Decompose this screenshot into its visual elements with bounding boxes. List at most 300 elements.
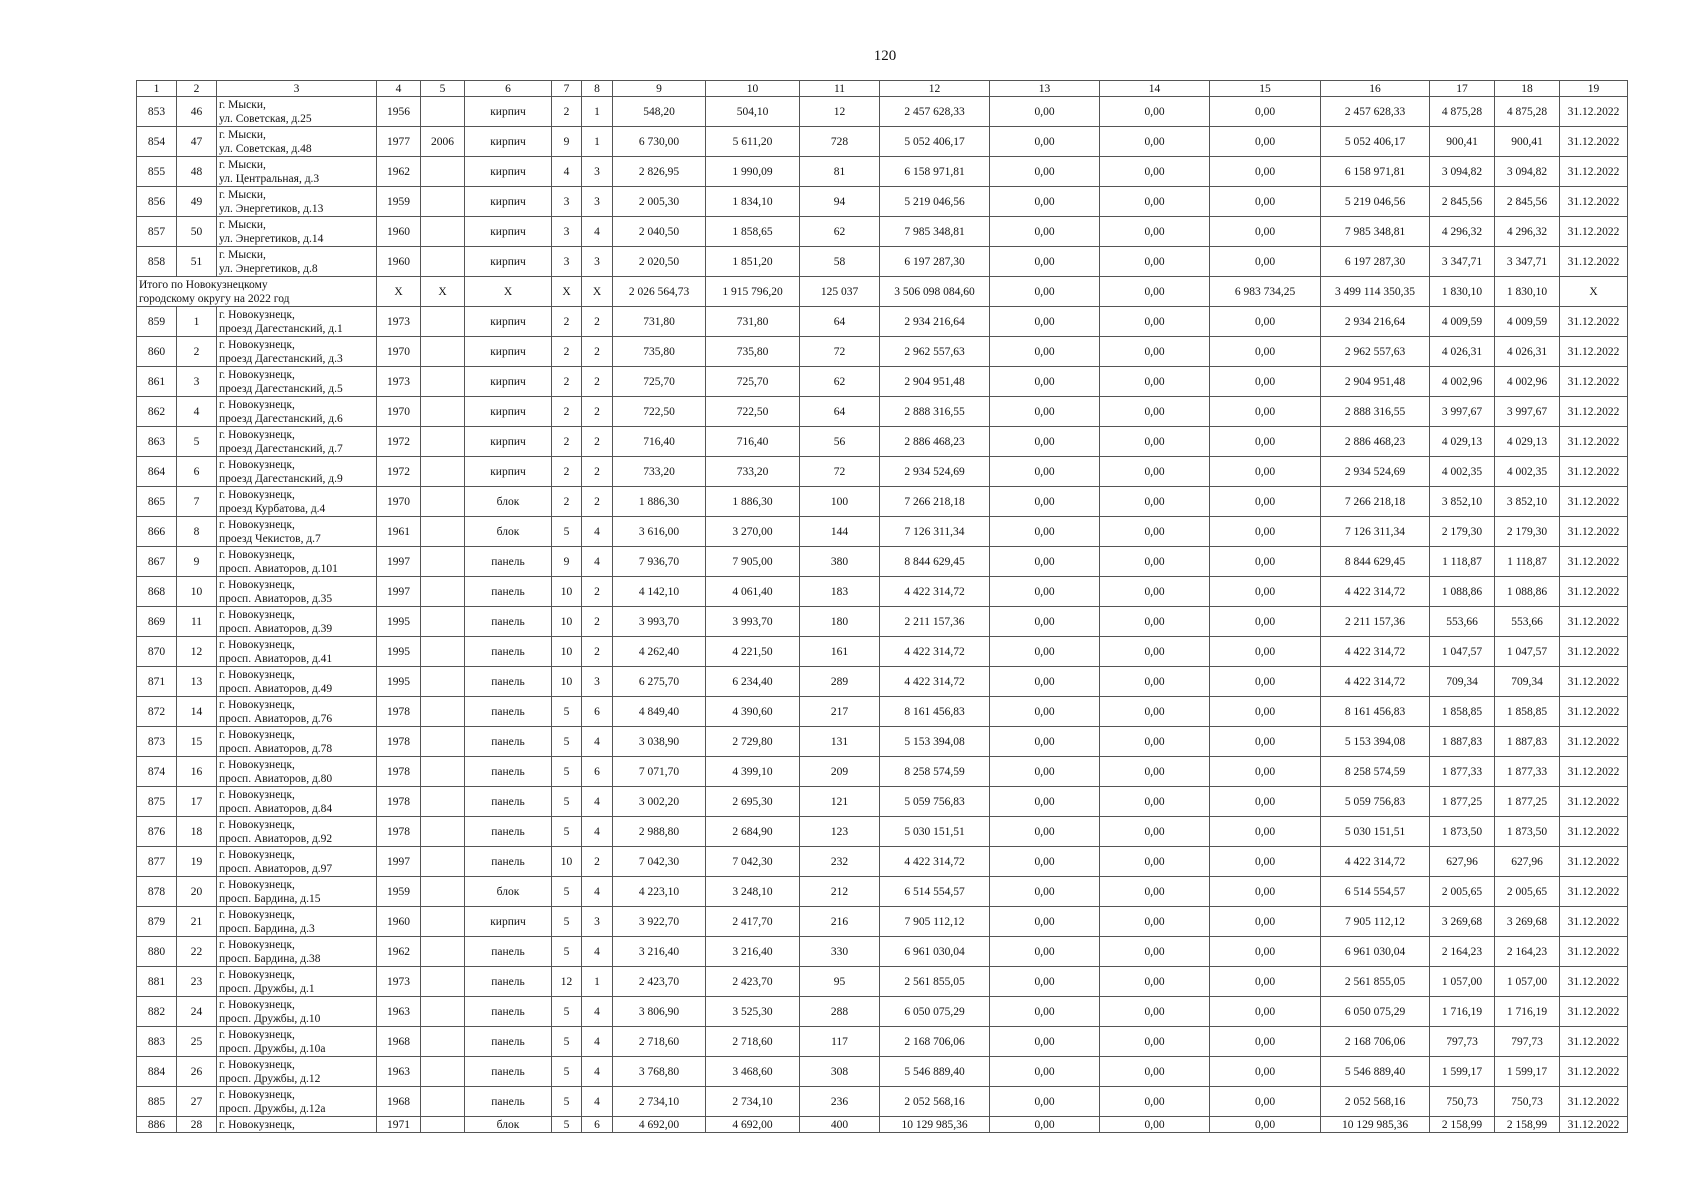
address-city: г. Новокузнецк, (219, 428, 295, 441)
cell-c15: 0,00 (1210, 937, 1321, 967)
cell-c7: 5 (552, 817, 582, 847)
table-row (137, 787, 1628, 817)
cell-c19: 31.12.2022 (1560, 127, 1628, 157)
cell-c16: 8 844 629,45 (1321, 547, 1430, 577)
row-sub-number: 24 (177, 997, 217, 1027)
row-number: 856 (137, 187, 177, 217)
address-city: г. Мыски, (219, 128, 266, 141)
cell-c19: 31.12.2022 (1560, 1027, 1628, 1057)
table-row (137, 577, 1628, 607)
cell-c14: 0,00 (1100, 397, 1210, 427)
total-c7: X (552, 277, 582, 307)
cell-c7: 2 (552, 487, 582, 517)
row-sub-number: 9 (177, 547, 217, 577)
cell-c4: 1970 (377, 397, 421, 427)
table-row (137, 1027, 1628, 1057)
cell-c6: кирпич (465, 907, 552, 937)
address-cell (217, 427, 377, 457)
row-sub-number: 46 (177, 97, 217, 127)
cell-c11: 308 (800, 1057, 880, 1087)
cell-c6: кирпич (465, 427, 552, 457)
cell-c19: 31.12.2022 (1560, 877, 1628, 907)
address-cell (217, 937, 377, 967)
address-city: г. Новокузнецк, (219, 518, 295, 531)
cell-c16: 2 934 524,69 (1321, 457, 1430, 487)
cell-c8: 4 (582, 817, 613, 847)
cell-c11: 236 (800, 1087, 880, 1117)
address-cell (217, 547, 377, 577)
cell-c11: 64 (800, 307, 880, 337)
cell-c12: 7 985 348,81 (880, 217, 990, 247)
cell-c13: 0,00 (990, 667, 1100, 697)
cell-c5 (421, 397, 465, 427)
cell-c5 (421, 97, 465, 127)
cell-c11: 232 (800, 847, 880, 877)
cell-c10: 722,50 (706, 397, 800, 427)
cell-c16: 2 052 568,16 (1321, 1087, 1430, 1117)
cell-c6: кирпич (465, 337, 552, 367)
cell-c16: 5 052 406,17 (1321, 127, 1430, 157)
cell-c13: 0,00 (990, 757, 1100, 787)
cell-c5 (421, 247, 465, 277)
cell-c9: 3 806,90 (613, 997, 706, 1027)
cell-c10: 2 729,80 (706, 727, 800, 757)
row-sub-number: 28 (177, 1117, 217, 1133)
row-number: 885 (137, 1087, 177, 1117)
cell-c11: 212 (800, 877, 880, 907)
cell-c13: 0,00 (990, 97, 1100, 127)
cell-c18: 900,41 (1495, 127, 1560, 157)
cell-c10: 725,70 (706, 367, 800, 397)
cell-c16: 2 888 316,55 (1321, 397, 1430, 427)
cell-c15: 0,00 (1210, 97, 1321, 127)
cell-c5 (421, 967, 465, 997)
row-number: 879 (137, 907, 177, 937)
address-cell (217, 1087, 377, 1117)
cell-c9: 1 886,30 (613, 487, 706, 517)
cell-c15: 0,00 (1210, 907, 1321, 937)
address-cell (217, 637, 377, 667)
cell-c9: 6 275,70 (613, 667, 706, 697)
cell-c16: 6 158 971,81 (1321, 157, 1430, 187)
total-c19: X (1560, 277, 1628, 307)
cell-c19: 31.12.2022 (1560, 847, 1628, 877)
cell-c8: 1 (582, 967, 613, 997)
cell-c12: 6 050 075,29 (880, 997, 990, 1027)
cell-c9: 4 262,40 (613, 637, 706, 667)
cell-c7: 9 (552, 127, 582, 157)
cell-c9: 4 142,10 (613, 577, 706, 607)
cell-c12: 2 904 951,48 (880, 367, 990, 397)
table-row (137, 217, 1628, 247)
address-city: г. Новокузнецк, (219, 638, 295, 651)
cell-c6: панель (465, 637, 552, 667)
cell-c8: 4 (582, 997, 613, 1027)
cell-c13: 0,00 (990, 337, 1100, 367)
row-number: 884 (137, 1057, 177, 1087)
cell-c5 (421, 457, 465, 487)
cell-c10: 1 851,20 (706, 247, 800, 277)
header-row (137, 81, 1628, 97)
address-cell (217, 727, 377, 757)
table-row (137, 547, 1628, 577)
address-street: просп. Авиаторов, д.101 (219, 562, 338, 575)
cell-c9: 733,20 (613, 457, 706, 487)
table-row (137, 337, 1628, 367)
cell-c17: 4 296,32 (1430, 217, 1495, 247)
row-number: 886 (137, 1117, 177, 1133)
cell-c9: 2 020,50 (613, 247, 706, 277)
cell-c18: 1 877,33 (1495, 757, 1560, 787)
cell-c7: 2 (552, 397, 582, 427)
cell-c8: 4 (582, 217, 613, 247)
column-header: 12 (880, 81, 990, 97)
cell-c14: 0,00 (1100, 1087, 1210, 1117)
cell-c13: 0,00 (990, 1027, 1100, 1057)
row-sub-number: 21 (177, 907, 217, 937)
cell-c5 (421, 997, 465, 1027)
cell-c9: 2 826,95 (613, 157, 706, 187)
column-header: 8 (582, 81, 613, 97)
cell-c13: 0,00 (990, 397, 1100, 427)
cell-c7: 10 (552, 637, 582, 667)
cell-c7: 2 (552, 307, 582, 337)
address-street: просп. Дружбы, д.12а (219, 1102, 326, 1115)
address-city: г. Новокузнецк, (219, 938, 295, 951)
cell-c16: 2 457 628,33 (1321, 97, 1430, 127)
cell-c4: 1959 (377, 187, 421, 217)
cell-c12: 2 962 557,63 (880, 337, 990, 367)
cell-c8: 2 (582, 847, 613, 877)
cell-c6: панель (465, 1027, 552, 1057)
cell-c4: 1963 (377, 1057, 421, 1087)
cell-c18: 2 158,99 (1495, 1117, 1560, 1133)
cell-c12: 10 129 985,36 (880, 1117, 990, 1133)
address-city: г. Новокузнецк, (219, 608, 295, 621)
table-row (137, 877, 1628, 907)
cell-c13: 0,00 (990, 877, 1100, 907)
cell-c8: 2 (582, 397, 613, 427)
cell-c11: 161 (800, 637, 880, 667)
total-label (137, 277, 377, 307)
cell-c17: 3 094,82 (1430, 157, 1495, 187)
cell-c8: 4 (582, 1027, 613, 1057)
cell-c7: 3 (552, 187, 582, 217)
cell-c16: 8 161 456,83 (1321, 697, 1430, 727)
cell-c14: 0,00 (1100, 1057, 1210, 1087)
cell-c9: 6 730,00 (613, 127, 706, 157)
cell-c10: 7 905,00 (706, 547, 800, 577)
cell-c14: 0,00 (1100, 1117, 1210, 1133)
cell-c13: 0,00 (990, 607, 1100, 637)
cell-c10: 735,80 (706, 337, 800, 367)
address-cell (217, 817, 377, 847)
cell-c14: 0,00 (1100, 547, 1210, 577)
cell-c13: 0,00 (990, 907, 1100, 937)
address-street: проезд Чекистов, д.7 (219, 532, 321, 545)
row-number: 860 (137, 337, 177, 367)
address-city: г. Новокузнецк, (219, 848, 295, 861)
cell-c7: 2 (552, 367, 582, 397)
cell-c9: 2 005,30 (613, 187, 706, 217)
cell-c12: 8 161 456,83 (880, 697, 990, 727)
cell-c12: 2 888 316,55 (880, 397, 990, 427)
cell-c10: 2 423,70 (706, 967, 800, 997)
cell-c4: 1978 (377, 697, 421, 727)
table-row (137, 847, 1628, 877)
cell-c15: 0,00 (1210, 607, 1321, 637)
cell-c17: 627,96 (1430, 847, 1495, 877)
address-cell (217, 667, 377, 697)
cell-c12: 6 961 030,04 (880, 937, 990, 967)
table-row (137, 487, 1628, 517)
address-city: г. Новокузнецк, (219, 668, 295, 681)
cell-c11: 72 (800, 457, 880, 487)
address-city: г. Новокузнецк, (219, 1028, 295, 1041)
cell-c16: 2 211 157,36 (1321, 607, 1430, 637)
cell-c9: 4 849,40 (613, 697, 706, 727)
cell-c5 (421, 307, 465, 337)
cell-c10: 5 611,20 (706, 127, 800, 157)
cell-c19: 31.12.2022 (1560, 577, 1628, 607)
column-header: 10 (706, 81, 800, 97)
cell-c15: 0,00 (1210, 757, 1321, 787)
cell-c9: 2 040,50 (613, 217, 706, 247)
cell-c13: 0,00 (990, 637, 1100, 667)
cell-c12: 5 030 151,51 (880, 817, 990, 847)
row-number: 874 (137, 757, 177, 787)
row-sub-number: 12 (177, 637, 217, 667)
cell-c11: 289 (800, 667, 880, 697)
cell-c17: 4 875,28 (1430, 97, 1495, 127)
cell-c4: 1978 (377, 757, 421, 787)
cell-c16: 2 904 951,48 (1321, 367, 1430, 397)
column-header: 17 (1430, 81, 1495, 97)
row-number: 854 (137, 127, 177, 157)
row-number: 865 (137, 487, 177, 517)
cell-c8: 4 (582, 877, 613, 907)
cell-c18: 2 179,30 (1495, 517, 1560, 547)
row-sub-number: 5 (177, 427, 217, 457)
cell-c8: 4 (582, 727, 613, 757)
cell-c4: 1997 (377, 547, 421, 577)
cell-c6: кирпич (465, 367, 552, 397)
cell-c14: 0,00 (1100, 667, 1210, 697)
row-sub-number: 6 (177, 457, 217, 487)
table-row (137, 697, 1628, 727)
cell-c5 (421, 1117, 465, 1133)
row-number: 864 (137, 457, 177, 487)
row-number: 878 (137, 877, 177, 907)
cell-c4: 1963 (377, 997, 421, 1027)
cell-c18: 1 873,50 (1495, 817, 1560, 847)
cell-c19: 31.12.2022 (1560, 817, 1628, 847)
total-row (137, 277, 1628, 307)
cell-c15: 0,00 (1210, 547, 1321, 577)
cell-c6: кирпич (465, 157, 552, 187)
cell-c11: 123 (800, 817, 880, 847)
cell-c14: 0,00 (1100, 307, 1210, 337)
cell-c6: панель (465, 577, 552, 607)
cell-c8: 2 (582, 367, 613, 397)
cell-c5 (421, 427, 465, 457)
cell-c9: 3 002,20 (613, 787, 706, 817)
cell-c16: 5 030 151,51 (1321, 817, 1430, 847)
cell-c18: 1 057,00 (1495, 967, 1560, 997)
cell-c17: 4 002,96 (1430, 367, 1495, 397)
cell-c6: панель (465, 1087, 552, 1117)
cell-c18: 4 002,35 (1495, 457, 1560, 487)
cell-c17: 1 877,25 (1430, 787, 1495, 817)
cell-c13: 0,00 (990, 367, 1100, 397)
cell-c14: 0,00 (1100, 427, 1210, 457)
cell-c16: 2 168 706,06 (1321, 1027, 1430, 1057)
row-sub-number: 27 (177, 1087, 217, 1117)
cell-c15: 0,00 (1210, 127, 1321, 157)
cell-c9: 4 223,10 (613, 877, 706, 907)
cell-c10: 1 858,65 (706, 217, 800, 247)
cell-c11: 183 (800, 577, 880, 607)
address-city: г. Новокузнецк, (219, 758, 295, 771)
cell-c13: 0,00 (990, 1087, 1100, 1117)
cell-c9: 722,50 (613, 397, 706, 427)
table-row (137, 397, 1628, 427)
address-city: г. Новокузнецк, (219, 878, 295, 891)
cell-c7: 4 (552, 157, 582, 187)
table-row (137, 937, 1628, 967)
row-number: 880 (137, 937, 177, 967)
cell-c19: 31.12.2022 (1560, 907, 1628, 937)
row-sub-number: 26 (177, 1057, 217, 1087)
row-sub-number: 51 (177, 247, 217, 277)
row-sub-number: 48 (177, 157, 217, 187)
cell-c7: 5 (552, 1057, 582, 1087)
cell-c5 (421, 487, 465, 517)
cell-c10: 3 248,10 (706, 877, 800, 907)
row-number: 866 (137, 517, 177, 547)
cell-c7: 2 (552, 457, 582, 487)
cell-c12: 4 422 314,72 (880, 667, 990, 697)
cell-c12: 5 546 889,40 (880, 1057, 990, 1087)
cell-c19: 31.12.2022 (1560, 157, 1628, 187)
cell-c4: 1970 (377, 337, 421, 367)
total-c11: 125 037 (800, 277, 880, 307)
cell-c19: 31.12.2022 (1560, 427, 1628, 457)
row-number: 873 (137, 727, 177, 757)
address-street: проезд Дагестанский, д.1 (219, 322, 343, 335)
cell-c5 (421, 1057, 465, 1087)
cell-c11: 95 (800, 967, 880, 997)
address-street: просп. Авиаторов, д.35 (219, 592, 333, 605)
page-number: 120 (873, 48, 897, 64)
cell-c19: 31.12.2022 (1560, 757, 1628, 787)
cell-c18: 4 875,28 (1495, 97, 1560, 127)
cell-c13: 0,00 (990, 1117, 1100, 1133)
cell-c11: 180 (800, 607, 880, 637)
row-sub-number: 19 (177, 847, 217, 877)
cell-c15: 0,00 (1210, 787, 1321, 817)
cell-c8: 2 (582, 307, 613, 337)
cell-c13: 0,00 (990, 1057, 1100, 1087)
address-city: г. Мыски, (219, 218, 266, 231)
address-cell (217, 247, 377, 277)
column-header: 2 (177, 81, 217, 97)
row-sub-number: 10 (177, 577, 217, 607)
address-city: г. Мыски, (219, 188, 266, 201)
row-number: 876 (137, 817, 177, 847)
cell-c19: 31.12.2022 (1560, 487, 1628, 517)
cell-c14: 0,00 (1100, 517, 1210, 547)
address-street: просп. Авиаторов, д.80 (219, 772, 333, 785)
cell-c16: 4 422 314,72 (1321, 847, 1430, 877)
cell-c15: 0,00 (1210, 517, 1321, 547)
cell-c18: 1 599,17 (1495, 1057, 1560, 1087)
cell-c19: 31.12.2022 (1560, 187, 1628, 217)
row-number: 863 (137, 427, 177, 457)
cell-c15: 0,00 (1210, 157, 1321, 187)
cell-c13: 0,00 (990, 457, 1100, 487)
cell-c8: 3 (582, 247, 613, 277)
total-c8: X (582, 277, 613, 307)
cell-c7: 5 (552, 1117, 582, 1133)
address-street: проезд Дагестанский, д.6 (219, 412, 343, 425)
cell-c10: 4 399,10 (706, 757, 800, 787)
address-street: просп. Бардина, д.15 (219, 892, 321, 905)
cell-c12: 2 886 468,23 (880, 427, 990, 457)
cell-c18: 797,73 (1495, 1027, 1560, 1057)
cell-c7: 5 (552, 697, 582, 727)
cell-c16: 2 886 468,23 (1321, 427, 1430, 457)
total-c17: 1 830,10 (1430, 277, 1495, 307)
cell-c18: 709,34 (1495, 667, 1560, 697)
cell-c6: панель (465, 607, 552, 637)
cell-c9: 7 071,70 (613, 757, 706, 787)
table-row (137, 667, 1628, 697)
cell-c15: 0,00 (1210, 457, 1321, 487)
table-row (137, 457, 1628, 487)
cell-c7: 2 (552, 427, 582, 457)
row-sub-number: 18 (177, 817, 217, 847)
address-street: просп. Бардина, д.3 (219, 922, 315, 935)
cell-c11: 216 (800, 907, 880, 937)
cell-c9: 548,20 (613, 97, 706, 127)
cell-c4: 1973 (377, 967, 421, 997)
cell-c5 (421, 667, 465, 697)
cell-c19: 31.12.2022 (1560, 547, 1628, 577)
cell-c10: 2 684,90 (706, 817, 800, 847)
cell-c11: 144 (800, 517, 880, 547)
cell-c11: 728 (800, 127, 880, 157)
cell-c10: 3 468,60 (706, 1057, 800, 1087)
cell-c6: панель (465, 847, 552, 877)
address-street: просп. Авиаторов, д.49 (219, 682, 333, 695)
cell-c10: 1 834,10 (706, 187, 800, 217)
cell-c11: 288 (800, 997, 880, 1027)
cell-c13: 0,00 (990, 817, 1100, 847)
row-sub-number: 17 (177, 787, 217, 817)
row-number: 869 (137, 607, 177, 637)
cell-c5 (421, 1087, 465, 1117)
cell-c11: 81 (800, 157, 880, 187)
cell-c14: 0,00 (1100, 937, 1210, 967)
total-c6: X (465, 277, 552, 307)
cell-c15: 0,00 (1210, 1087, 1321, 1117)
cell-c18: 1 858,85 (1495, 697, 1560, 727)
cell-c4: 1995 (377, 667, 421, 697)
row-number: 857 (137, 217, 177, 247)
cell-c5 (421, 217, 465, 247)
address-cell (217, 847, 377, 877)
